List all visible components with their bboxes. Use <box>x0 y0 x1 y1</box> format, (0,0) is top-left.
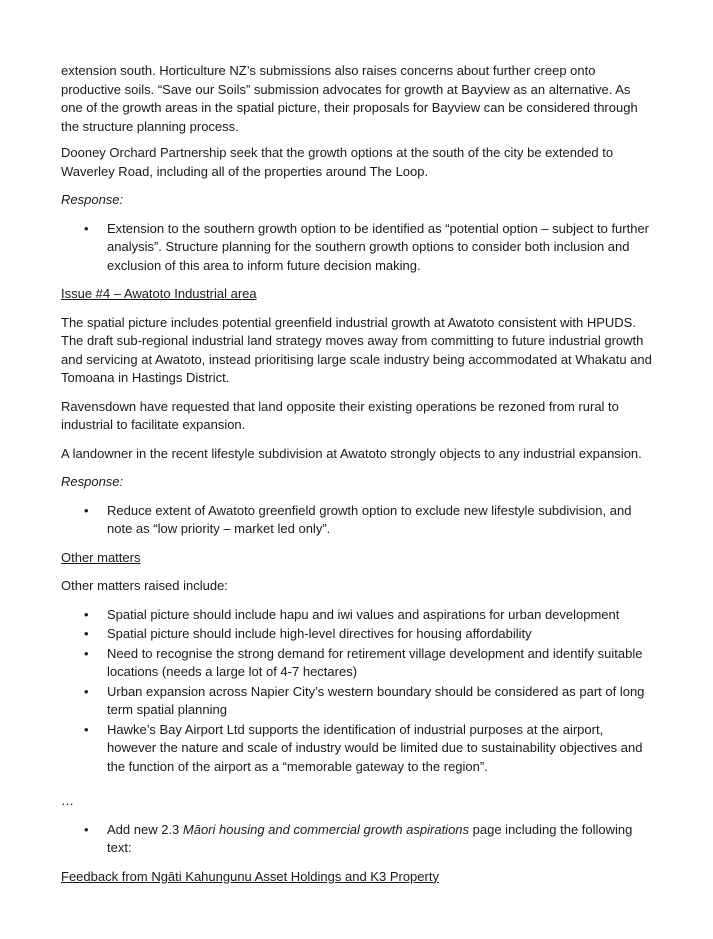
list-item <box>61 721 653 777</box>
list-item-text: Need to recognise the strong demand for retirement village development and identify suitable locations (needs a large lot of 4-7 hectares) <box>107 645 643 679</box>
list-item <box>61 220 653 276</box>
response-label: Response: <box>61 474 124 489</box>
amendment-page-title: Māori housing and commercial growth aspirations <box>182 821 470 837</box>
response-list <box>61 502 653 539</box>
list-item <box>61 821 653 858</box>
list-item-text: Spatial picture should include high-level directives for housing affordability <box>107 626 532 641</box>
amendment-text-end: page including the following text: <box>107 821 633 855</box>
response-label: Response: <box>61 192 124 207</box>
paragraph-ravensdown: Ravensdown have requested that land opposite their existing operations be rezoned from rural to industrial to facilitate expansion. <box>61 398 619 432</box>
list-item-text: Hawke’s Bay Airport Ltd supports the identification of industrial purposes at the airport, however the nature and scale of industry would be limited due to sustainability objectives and the function of the airport as a “memorable gateway to the region”. <box>107 721 643 774</box>
list-item <box>61 683 653 720</box>
bullet-icon: • <box>84 606 89 622</box>
bullet-icon: • <box>84 502 89 518</box>
ellipsis: … <box>61 793 74 808</box>
list-item-text: Spatial picture should include hapu and iwi values and aspirations for urban development <box>107 606 620 622</box>
paragraph-landowner: A landowner in the recent lifestyle subdivision at Awatoto strongly objects to any industrial expansion. <box>61 445 642 461</box>
list-item-text: Reduce extent of Awatoto greenfield growth option to exclude new lifestyle subdivision, and note as “low priority – market led only”. <box>107 502 632 536</box>
bullet-icon: • <box>84 626 89 641</box>
list-item <box>61 645 653 682</box>
amendment-text-start: Add new 2.3 <box>107 821 183 837</box>
other-matters-list <box>61 606 653 777</box>
bullet-icon: • <box>84 721 89 737</box>
section-heading-other-matters: Other matters <box>61 549 141 565</box>
paragraph-awatoto-industrial: The spatial picture includes potential greenfield industrial growth at Awatoto consistent with HPUDS. The draft sub-regional industrial land strategy moves away from committing to future industrial growth and servicing at Awatoto, instead prioritising large scale industry being accommodated at Whakatu and Tomoana in Hastings District. <box>61 314 652 385</box>
list-item-text: Extension to the southern growth option to be identified as “potential option – subject to further analysis”. Structure planning for the southern growth options to consider both inclusion and exclusion of this area to inform future decision making. <box>107 220 650 273</box>
list-item <box>61 502 653 539</box>
list-item <box>61 625 653 644</box>
paragraph-dooney-orchard: Dooney Orchard Partnership seek that the growth options at the south of the city be extended to Waverley Road, including all of the properties around The Loop. <box>61 145 614 179</box>
response-list <box>61 220 653 276</box>
section-heading-feedback: Feedback from Ngāti Kahungunu Asset Holdings and K3 Property <box>61 868 439 884</box>
bullet-icon: • <box>84 220 89 236</box>
section-heading-issue-4: Issue #4 – Awatoto Industrial area <box>61 286 257 301</box>
bullet-icon: • <box>84 683 89 699</box>
amendment-list <box>61 821 653 858</box>
list-item <box>61 606 653 625</box>
list-item-text: Urban expansion across Napier City’s western boundary should be considered as part of long term spatial planning <box>107 683 645 717</box>
paragraph-bayview: extension south. Horticulture NZ’s submissions also raises concerns about further creep onto productive soils. “Save our Soils” submission advocates for growth at Bayview as an alternative. As one of the growth areas in the spatial picture, their proposals for Bayview can be considered through the structure planning process. <box>61 63 638 134</box>
list-item-text <box>107 822 632 856</box>
document-body <box>61 62 653 896</box>
bullet-icon: • <box>84 645 89 661</box>
paragraph-other-intro: Other matters raised include: <box>61 578 228 593</box>
bullet-icon: • <box>84 821 89 837</box>
